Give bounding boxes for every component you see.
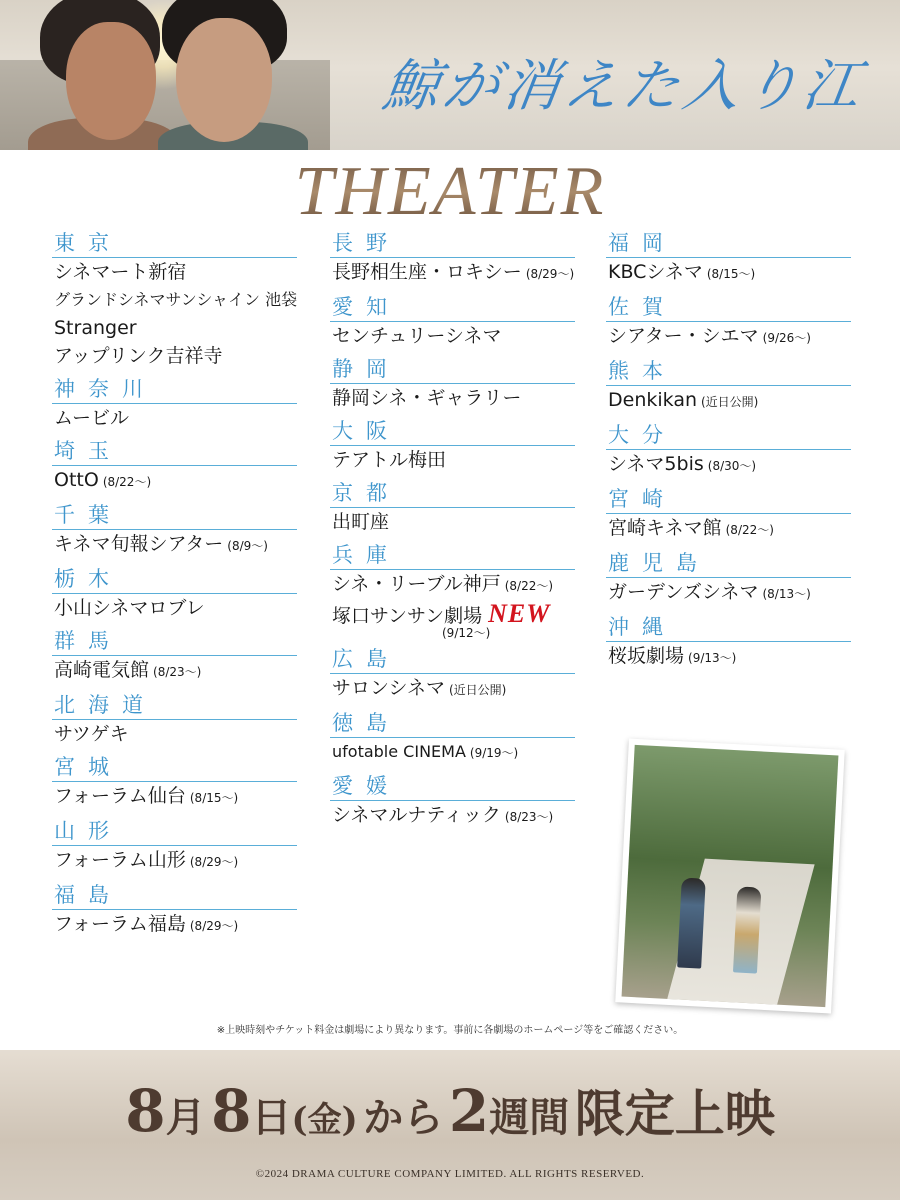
photo-scene — [622, 745, 839, 1007]
prefecture-heading: 東京 — [52, 228, 297, 258]
theater-list-item — [606, 450, 851, 480]
theater-column-2 — [330, 228, 575, 831]
theater-list-item — [330, 384, 575, 412]
theater-date: (9/13〜) — [688, 651, 737, 665]
theater-date: (8/23〜) — [504, 810, 554, 824]
theater-name: ムービル — [54, 407, 130, 429]
release-month-unit: 月 — [165, 1094, 206, 1141]
release-day-unit: 日 — [251, 1094, 292, 1141]
prefecture-heading: 広島 — [330, 644, 575, 674]
theater-name: アップリンク吉祥寺 — [54, 345, 223, 367]
theater-name: Stranger — [54, 317, 137, 339]
theater-name: ufotable CINEMA — [332, 742, 466, 761]
theater-list-item — [52, 314, 297, 342]
theater-list-item — [330, 508, 575, 536]
release-weekday: (金) — [291, 1100, 358, 1140]
theater-date: (8/30〜) — [707, 459, 757, 473]
copyright: ©2024 DRAMA CULTURE COMPANY LIMITED. ALL RIGHTS RESERVED. — [255, 1168, 645, 1180]
prefecture-heading: 愛媛 — [330, 771, 575, 801]
new-badge: NEW — [488, 599, 551, 628]
still-photo — [615, 739, 845, 1014]
prefecture-heading: 沖縄 — [606, 612, 851, 642]
theater-date: (8/29〜) — [189, 855, 239, 869]
theater-list-item — [52, 530, 297, 560]
prefecture-heading: 熊本 — [606, 356, 851, 386]
theater-list-item — [330, 446, 575, 474]
theater-date: (8/23〜) — [153, 665, 202, 679]
theater-list-item — [606, 386, 851, 416]
photo-person-left — [677, 877, 706, 968]
prefecture-heading: 愛知 — [330, 292, 575, 322]
prefecture-heading: 山形 — [52, 816, 297, 846]
theater-date: (9/12〜) — [442, 626, 491, 640]
theater-list-item — [606, 642, 851, 672]
theater-list-item — [52, 404, 297, 432]
theater-name: フォーラム福島 — [54, 913, 186, 935]
release-from: から — [363, 1094, 444, 1141]
theater-list-item — [330, 322, 575, 350]
theater-date: (8/15〜) — [706, 267, 756, 281]
theater-name: 出町座 — [332, 511, 390, 533]
theater-list-item — [330, 674, 575, 704]
theater-column-3 — [606, 228, 851, 672]
release-weeks-num: 2 — [448, 1077, 490, 1145]
theater-list-item — [52, 720, 297, 748]
prefecture-heading: 福島 — [52, 880, 297, 910]
theater-list-item — [52, 286, 297, 314]
theater-name: シネマルナティック — [332, 804, 501, 826]
theater-list-item — [52, 466, 297, 496]
movie-title-logo: 鯨が消えた入り江 — [378, 54, 868, 119]
prefecture-heading: 宮崎 — [606, 484, 851, 514]
prefecture-heading: 群馬 — [52, 626, 297, 656]
release-weeks-unit: 週間 — [489, 1094, 570, 1141]
prefecture-heading: 大分 — [606, 420, 851, 450]
theater-date: (8/29〜) — [525, 267, 575, 281]
theater-name: キネマ旬報シアター — [54, 533, 224, 555]
prefecture-heading: 福岡 — [606, 228, 851, 258]
theater-date: (8/9〜) — [227, 539, 268, 553]
theater-name: シネマ5bis — [608, 453, 704, 475]
theater-date: (8/22〜) — [725, 523, 774, 537]
prefecture-heading: 大阪 — [330, 416, 575, 446]
actor-1-face — [66, 22, 156, 140]
theater-list-item — [52, 846, 297, 876]
theater-date: (8/22〜) — [102, 475, 152, 489]
theater-name: KBCシネマ — [608, 261, 703, 283]
theater-date: (8/15〜) — [189, 791, 239, 805]
prefecture-heading: 長野 — [330, 228, 575, 258]
theater-list-item — [52, 342, 297, 370]
theater-date: (近日公開) — [701, 395, 759, 409]
prefecture-heading: 佐賀 — [606, 292, 851, 322]
theater-date: (9/19〜) — [469, 746, 519, 760]
theater-name: Denkikan — [608, 389, 697, 411]
actor-2-face — [176, 18, 272, 142]
theater-name: シアター・シエマ — [608, 325, 759, 347]
theater-list-item — [52, 656, 297, 686]
theater-list-item — [52, 594, 297, 622]
disclaimer-note: ※上映時刻やチケット料金は劇場により異なります。事前に各劇場のホームページ等をご確認ください。 — [216, 1025, 684, 1036]
prefecture-heading: 京都 — [330, 478, 575, 508]
theater-name: テアトル梅田 — [332, 449, 447, 471]
release-limited: 限定上映 — [574, 1084, 775, 1143]
photo-person-right — [733, 886, 761, 973]
prefecture-heading: 宮城 — [52, 752, 297, 782]
prefecture-heading: 北海道 — [52, 690, 297, 720]
release-month-num: 8 — [125, 1077, 166, 1145]
theater-date: (9/26〜) — [762, 331, 811, 345]
prefecture-heading: 兵庫 — [330, 540, 575, 570]
theater-name: 塚口サンサン劇場 — [332, 605, 483, 627]
theater-list-item — [330, 801, 575, 831]
release-day-num: 8 — [211, 1077, 252, 1145]
theater-name: グランドシネマサンシャイン 池袋 — [54, 290, 298, 309]
theater-list-item — [52, 258, 297, 286]
theater-list-item — [606, 258, 851, 288]
theater-name: OttO — [54, 469, 99, 491]
theater-name: 宮崎キネマ館 — [608, 517, 722, 539]
header-banner — [0, 0, 900, 150]
theater-list-item — [330, 738, 575, 767]
theater-name: 長野相生座・ロキシー — [332, 261, 522, 283]
theater-list-item — [606, 322, 851, 352]
theater-list-item — [52, 910, 297, 940]
release-info — [0, 1074, 900, 1146]
theater-name: シネマート新宿 — [54, 261, 187, 283]
theater-name: フォーラム仙台 — [54, 785, 186, 807]
theater-list-item — [606, 514, 851, 544]
theater-list-item — [330, 570, 575, 600]
theater-name: サロンシネマ — [332, 677, 445, 699]
prefecture-heading: 鹿児島 — [606, 548, 851, 578]
theater-column-1 — [52, 228, 297, 940]
section-title: THEATER — [0, 152, 900, 232]
theater-list-item — [606, 578, 851, 608]
prefecture-heading: 静岡 — [330, 354, 575, 384]
theater-name: 小山シネマロブレ — [54, 597, 205, 619]
prefecture-heading: 徳島 — [330, 708, 575, 738]
prefecture-heading: 神奈川 — [52, 374, 297, 404]
theater-date: (8/13〜) — [762, 587, 811, 601]
theater-list-item — [52, 782, 297, 812]
theater-name: センチュリーシネマ — [332, 325, 502, 347]
theater-date: (8/29〜) — [189, 919, 239, 933]
theater-list-item — [330, 258, 575, 288]
prefecture-heading: 埼玉 — [52, 436, 297, 466]
theater-date: (近日公開) — [448, 683, 507, 697]
theater-name: シネ・リーブル神戸 — [332, 573, 501, 595]
prefecture-heading: 栃木 — [52, 564, 297, 594]
prefecture-heading: 千葉 — [52, 500, 297, 530]
theater-name: 桜坂劇場 — [608, 645, 685, 667]
theater-name: 高崎電気館 — [54, 659, 150, 681]
theater-list-item — [330, 600, 575, 630]
theater-name: フォーラム山形 — [54, 849, 186, 871]
theater-name: ガーデンズシネマ — [608, 581, 759, 603]
theater-date: (8/22〜) — [504, 579, 554, 593]
theater-name: 静岡シネ・ギャラリー — [332, 387, 522, 409]
theater-name: サツゲキ — [54, 723, 129, 745]
